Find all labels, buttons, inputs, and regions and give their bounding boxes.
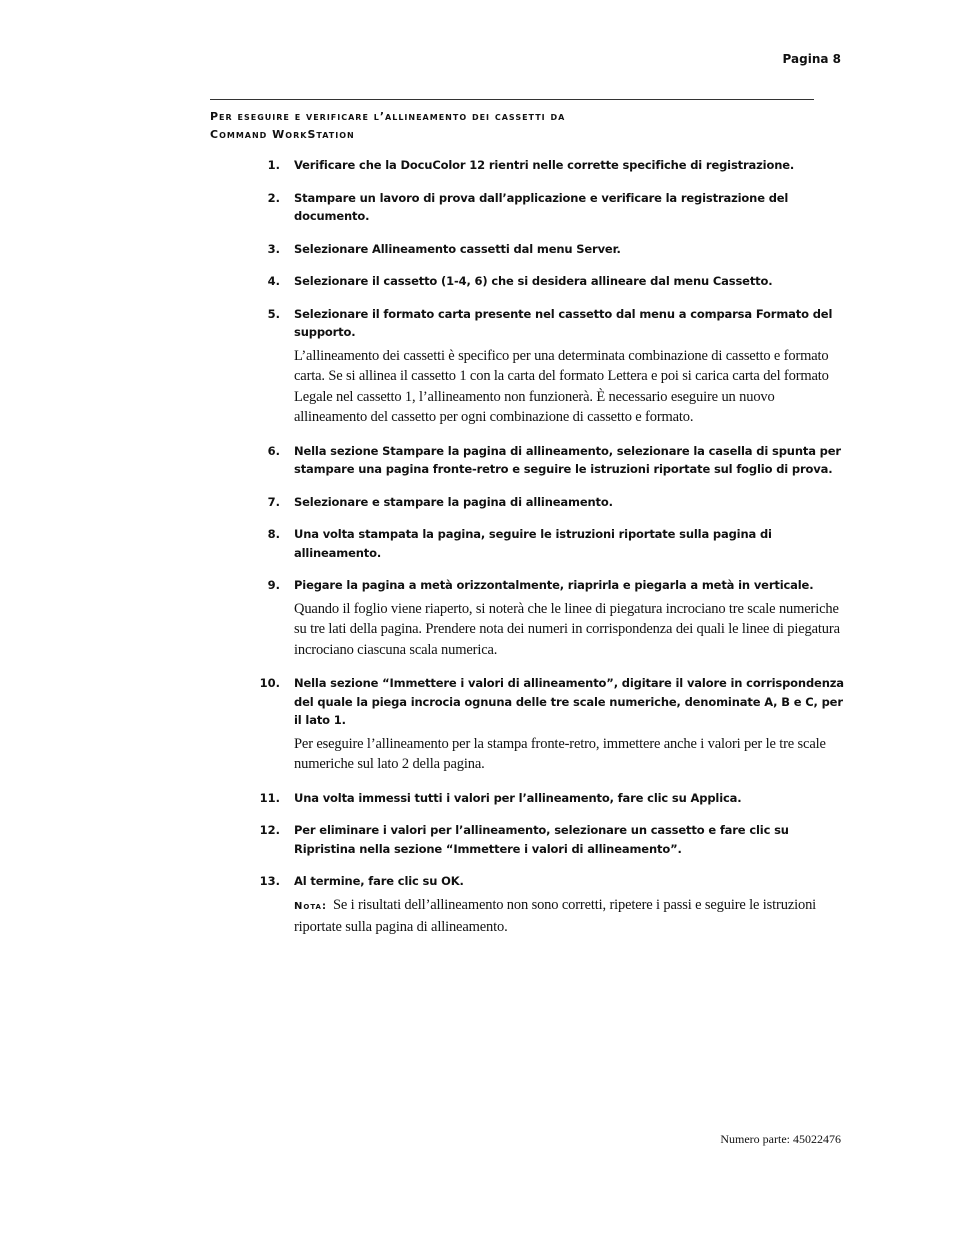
step-13 [256, 872, 846, 938]
step-number: 11. [259, 790, 280, 805]
section-title-line-1: Per eseguire e verificare l’allineamento dei cassetti da [210, 110, 566, 123]
step-number: 4. [267, 274, 280, 288]
step-number: 2. [267, 190, 280, 205]
step-number: 9. [267, 578, 280, 592]
step-instruction: Selezionare il formato carta presente nel cassetto dal menu a comparsa Formato del supporto. [294, 306, 833, 339]
step-number: 1. [267, 158, 280, 172]
step-10 [256, 674, 846, 775]
step-1 [256, 156, 846, 175]
part-number: Numero parte: 45022476 [720, 1132, 841, 1146]
step-number: 12. [259, 823, 280, 837]
step-number: 6. [267, 443, 280, 458]
step-6 [256, 442, 846, 479]
step-11 [256, 789, 846, 808]
section-title [210, 108, 810, 144]
steps-list [256, 156, 846, 952]
step-instruction: Al termine, fare clic su OK. [294, 874, 464, 888]
section-divider [210, 99, 814, 100]
step-instruction: Selezionare e stampare la pagina di allineamento. [294, 494, 613, 509]
step-4 [256, 272, 846, 291]
step-instruction: Nella sezione “Immettere i valori di allineamento”, digitare il valore in corrispondenza del quale la piega incrocia ognuna delle tre scale numeriche, denominate A, B e C, per il lato 1. [294, 676, 844, 727]
step-instruction: Selezionare Allineamento cassetti dal menu Server. [294, 241, 621, 256]
step-number: 13. [259, 874, 280, 888]
step-number: 5. [267, 306, 280, 321]
step-3 [256, 240, 846, 259]
step-8 [256, 525, 846, 562]
step-explanation: L’allineamento dei cassetti è specifico per una determinata combinazione di cassetto e formato carta. Se si allinea il cassetto 1 con la carta del formato Lettera e poi si carica carta del formato Legale nel cassetto 1, l’allineamento non funzionerà. È necessario eseguire un nuovo allineamento del cassetto per ogni combinazione di cassetto e formato. [294, 347, 829, 425]
page-number: Pagina 8 [782, 52, 841, 66]
step-number: 10. [259, 676, 280, 690]
step-instruction: Nella sezione Stampare la pagina di allineamento, selezionare la casella di spunta per stampare una pagina fronte-retro e seguire le istruzioni riportate sul foglio di prova. [294, 443, 841, 476]
step-explanation: Per eseguire l’allineamento per la stampa fronte-retro, immettere anche i valori per le tre scale numeriche sul lato 2 della pagina. [294, 735, 826, 772]
note [294, 895, 846, 938]
step-instruction: Una volta stampata la pagina, seguire le istruzioni riportate sulla pagina di allineamento. [294, 527, 772, 560]
step-5 [256, 305, 846, 428]
step-instruction: Per eliminare i valori per l’allineamento, selezionare un cassetto e fare clic su Ripristina nella sezione “Immettere i valori di allineamento”. [294, 823, 789, 856]
step-12 [256, 821, 846, 858]
step-instruction: Stampare un lavoro di prova dall’applicazione e verificare la registrazione del documento. [294, 190, 789, 223]
step-2 [256, 189, 846, 226]
step-instruction: Piegare la pagina a metà orizzontalmente, riaprirla e piegarla a metà in verticale. [294, 578, 814, 592]
step-instruction: Verificare che la DocuColor 12 rientri nelle corrette specifiche di registrazione. [294, 158, 795, 172]
note-text: Se i risultati dell’allineamento non sono corretti, ripetere i passi e seguire le istruzioni riportate sulla pagina di allineamento. [294, 896, 817, 935]
step-7 [256, 493, 846, 512]
step-explanation: Quando il foglio viene riaperto, si noterà che le linee di piegatura incrociano tre scale numeriche su tre lati della pagina. Prendere nota dei numeri in corrispondenza dei quali le linee di piegatura incrociano ciascuna scala numerica. [294, 600, 840, 658]
step-instruction: Selezionare il cassetto (1-4, 6) che si desidera allineare dal menu Cassetto. [294, 274, 773, 288]
step-number: 7. [267, 494, 280, 509]
note-label: Nota: [294, 900, 327, 912]
step-instruction: Una volta immessi tutti i valori per l’allineamento, fare clic su Applica. [294, 790, 742, 805]
section-title-line-2: Command WorkStation [210, 128, 355, 141]
step-number: 3. [267, 241, 280, 256]
step-number: 8. [267, 527, 280, 541]
step-9 [256, 576, 846, 660]
